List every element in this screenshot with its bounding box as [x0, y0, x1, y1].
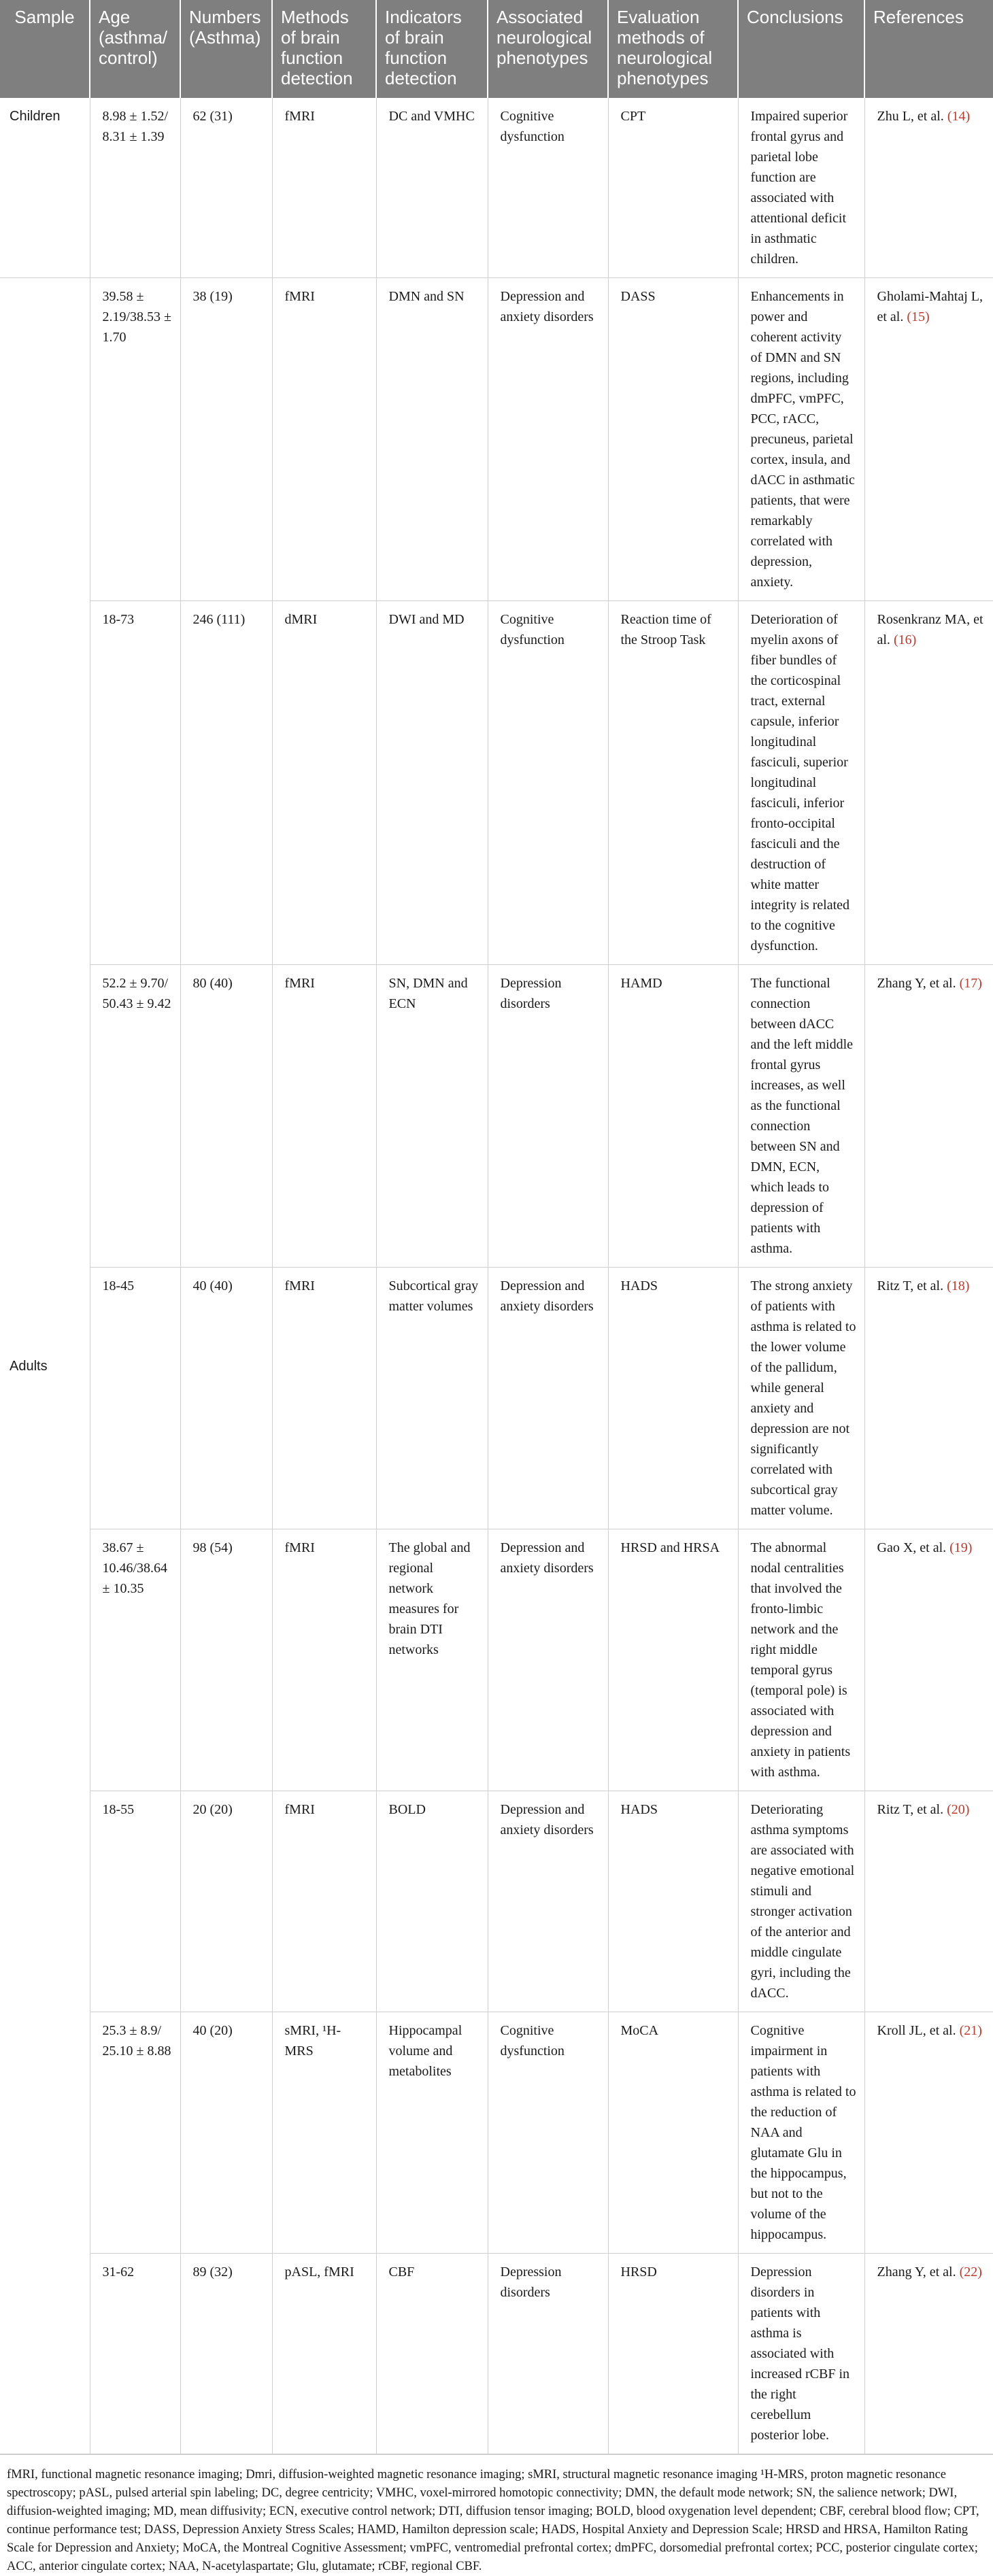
age-cell: 8.98 ± 1.52/ 8.31 ± 1.39 [90, 98, 180, 278]
evaluation-cell: HADS [608, 1268, 738, 1529]
indicators-cell: CBF [376, 2254, 488, 2454]
age-cell: 52.2 ± 9.70/ 50.43 ± 9.42 [90, 965, 180, 1268]
phenotype-cell: Depression and anxiety disorders [488, 1791, 608, 2012]
reference-cell [864, 98, 993, 278]
conclusion-cell: The strong anxiety of patients with asthma is related to the lower volume of the pallidum, while general anxiety and depression are not significantly correlated with subcortical gray matter volume. [738, 1268, 864, 1529]
table-footnote: fMRI, functional magnetic resonance imaging; Dmri, diffusion-weighted magnetic resonance imaging; sMRI, structural magnetic resonance imaging ¹H-MRS, proton magnetic resonance spectroscopy; pASL, pulsed arterial spin labeling; DC, degree centricity; VMHC, voxel-mirrored homotopic connectivity; DMN, the default mode network; SN, the salience network; DWI, diffusion-weighted imaging; MD, mean diffusivity; ECN, executive control network; DTI, diffusion tensor imaging; BOLD, blood oxygenation level dependent; CBF, cerebral blood flow; CPT, continue performance test; DASS, Depression Anxiety Stress Scales; HAMD, Hamilton depression scale; HADS, Hospital Anxiety and Depression Scale; HRSD and HRSA, Hamilton Rating Scale for Depression and Anxiety; MoCA, the Montreal Cognitive Assessment; vmPFC, ventromedial prefrontal cortex; dmPFC, dorsomedial prefrontal cortex; PCC, posterior cingulate cortex; ACC, anterior cingulate cortex; NAA, N-acetylaspartate; Glu, glutamate; rCBF, regional CBF. [7, 2468, 979, 2573]
table-row [0, 1529, 993, 1791]
reference-cell [864, 2254, 993, 2454]
reference-author: Zhu L, et al. [877, 109, 944, 124]
method-cell: fMRI [272, 965, 376, 1268]
reference-author: Kroll JL, et al. [877, 2023, 956, 2038]
method-cell: pASL, fMRI [272, 2254, 376, 2454]
sample-cell-adults: Adults [0, 278, 90, 2454]
reference-author: Zhang Y, et al. [877, 2265, 956, 2280]
table-row [0, 601, 993, 965]
indicators-cell: BOLD [376, 1791, 488, 2012]
conclusion-cell: Deteriorating asthma symptoms are associated with negative emotional stimuli and stronger activation of the anterior and middle cingulate gyri, including the dACC. [738, 1791, 864, 2012]
numbers-cell: 89 (32) [180, 2254, 272, 2454]
reference-author: Ritz T, et al. [877, 1278, 944, 1293]
header-row [0, 0, 993, 98]
reference-link[interactable]: (14) [947, 109, 971, 124]
numbers-cell: 80 (40) [180, 965, 272, 1268]
reference-author: Gao X, et al. [877, 1540, 947, 1555]
reference-author: Ritz T, et al. [877, 1802, 944, 1817]
age-cell: 18-45 [90, 1268, 180, 1529]
numbers-cell: 38 (19) [180, 278, 272, 601]
evaluation-cell: HRSD [608, 2254, 738, 2454]
table-row [0, 1268, 993, 1529]
numbers-cell: 62 (31) [180, 98, 272, 278]
reference-link[interactable]: (16) [893, 632, 917, 647]
header-indicators: Indicators of brain function detection [376, 0, 488, 98]
reference-author: Zhang Y, et al. [877, 976, 956, 991]
method-cell: fMRI [272, 278, 376, 601]
table-row [0, 2012, 993, 2254]
numbers-cell: 40 (40) [180, 1268, 272, 1529]
evaluation-cell: HAMD [608, 965, 738, 1268]
evaluation-cell: HADS [608, 1791, 738, 2012]
conclusion-cell: Enhancements in power and coherent activity of DMN and SN regions, including dmPFC, vmPFC, PCC, rACC, precuneus, parietal cortex, insula, and dACC in asthmatic patients, that were remarkably correlated with depression, anxiety. [738, 278, 864, 601]
indicators-cell: The global and regional network measures for brain DTI networks [376, 1529, 488, 1791]
indicators-cell: DMN and SN [376, 278, 488, 601]
phenotype-cell: Cognitive dysfunction [488, 98, 608, 278]
conclusion-cell: Impaired superior frontal gyrus and parietal lobe function are associated with attentional deficit in asthmatic children. [738, 98, 864, 278]
sample-cell-children: Children [0, 98, 90, 278]
reference-cell [864, 278, 993, 601]
header-sample: Sample [0, 0, 90, 98]
table-row [0, 1791, 993, 2012]
reference-cell [864, 2012, 993, 2254]
reference-author: Gholami-Mahtaj L, et al. [877, 289, 983, 324]
method-cell: fMRI [272, 1529, 376, 1791]
age-cell: 18-55 [90, 1791, 180, 2012]
conclusion-cell: Cognitive impairment in patients with asthma is related to the reduction of NAA and glutamate Glu in the hippocampus, but not to the volume of the hippocampus. [738, 2012, 864, 2254]
table-row [0, 278, 993, 601]
evaluation-cell: CPT [608, 98, 738, 278]
reference-link[interactable]: (15) [907, 309, 930, 324]
phenotype-cell: Cognitive dysfunction [488, 2012, 608, 2254]
phenotype-cell: Cognitive dysfunction [488, 601, 608, 965]
phenotype-cell: Depression disorders [488, 2254, 608, 2454]
method-cell: sMRI, ¹H-MRS [272, 2012, 376, 2254]
evaluation-cell: DASS [608, 278, 738, 601]
header-evaluation: Evaluation methods of neurological phenotypes [608, 0, 738, 98]
numbers-cell: 20 (20) [180, 1791, 272, 2012]
table-row [0, 98, 993, 278]
method-cell: fMRI [272, 98, 376, 278]
reference-link[interactable]: (21) [959, 2023, 982, 2038]
header-references: References [864, 0, 993, 98]
reference-cell [864, 1529, 993, 1791]
numbers-cell: 40 (20) [180, 2012, 272, 2254]
reference-link[interactable]: (17) [959, 976, 982, 991]
table-row [0, 2254, 993, 2454]
numbers-cell: 98 (54) [180, 1529, 272, 1791]
reference-cell [864, 1268, 993, 1529]
reference-author: Rosenkranz MA, et al. [877, 612, 983, 647]
reference-cell [864, 1791, 993, 2012]
indicators-cell: DWI and MD [376, 601, 488, 965]
header-numbers: Numbers (Asthma) [180, 0, 272, 98]
reference-link[interactable]: (19) [949, 1540, 973, 1555]
age-cell: 25.3 ± 8.9/ 25.10 ± 8.88 [90, 2012, 180, 2254]
header-phenotypes: Associated neurological phenotypes [488, 0, 608, 98]
header-methods: Methods of brain function detection [272, 0, 376, 98]
reference-link[interactable]: (22) [959, 2265, 982, 2280]
age-cell: 18-73 [90, 601, 180, 965]
evaluation-cell: HRSD and HRSA [608, 1529, 738, 1791]
indicators-cell: SN, DMN and ECN [376, 965, 488, 1268]
evaluation-cell: MoCA [608, 2012, 738, 2254]
reference-cell [864, 601, 993, 965]
reference-link[interactable]: (20) [947, 1802, 970, 1817]
conclusion-cell: The functional connection between dACC and the left middle frontal gyrus increases, as well as the functional connection between SN and DMN, ECN, which leads to depression of patients with asthma. [738, 965, 864, 1268]
phenotype-cell: Depression disorders [488, 965, 608, 1268]
age-cell: 38.67 ± 10.46/38.64 ± 10.35 [90, 1529, 180, 1791]
conclusion-cell: The abnormal nodal centralities that involved the fronto-limbic network and the right middle temporal gyrus (temporal pole) is associated with depression and anxiety in patients with asthma. [738, 1529, 864, 1791]
reference-cell [864, 965, 993, 1268]
indicators-cell: DC and VMHC [376, 98, 488, 278]
phenotype-cell: Depression and anxiety disorders [488, 1268, 608, 1529]
method-cell: fMRI [272, 1791, 376, 2012]
reference-link[interactable]: (18) [947, 1278, 970, 1293]
table-row [0, 965, 993, 1268]
conclusion-cell: Depression disorders in patients with asthma is associated with increased rCBF in the right cerebellum posterior lobe. [738, 2254, 864, 2454]
evaluation-cell: Reaction time of the Stroop Task [608, 601, 738, 965]
header-conclusions: Conclusions [738, 0, 864, 98]
age-cell: 39.58 ± 2.19/38.53 ± 1.70 [90, 278, 180, 601]
numbers-cell: 246 (111) [180, 601, 272, 965]
phenotype-cell: Depression and anxiety disorders [488, 278, 608, 601]
method-cell: fMRI [272, 1268, 376, 1529]
age-cell: 31-62 [90, 2254, 180, 2454]
indicators-cell: Hippocampal volume and metabolites [376, 2012, 488, 2254]
method-cell: dMRI [272, 601, 376, 965]
phenotype-cell: Depression and anxiety disorders [488, 1529, 608, 1791]
conclusion-cell: Deterioration of myelin axons of fiber bundles of the corticospinal tract, external capsule, inferior longitudinal fasciculi, superior longitudinal fasciculi, inferior fronto-occipital fasciculi and the destruction of white matter integrity is related to the cognitive dysfunction. [738, 601, 864, 965]
header-age: Age (asthma/ control) [90, 0, 180, 98]
indicators-cell: Subcortical gray matter volumes [376, 1268, 488, 1529]
